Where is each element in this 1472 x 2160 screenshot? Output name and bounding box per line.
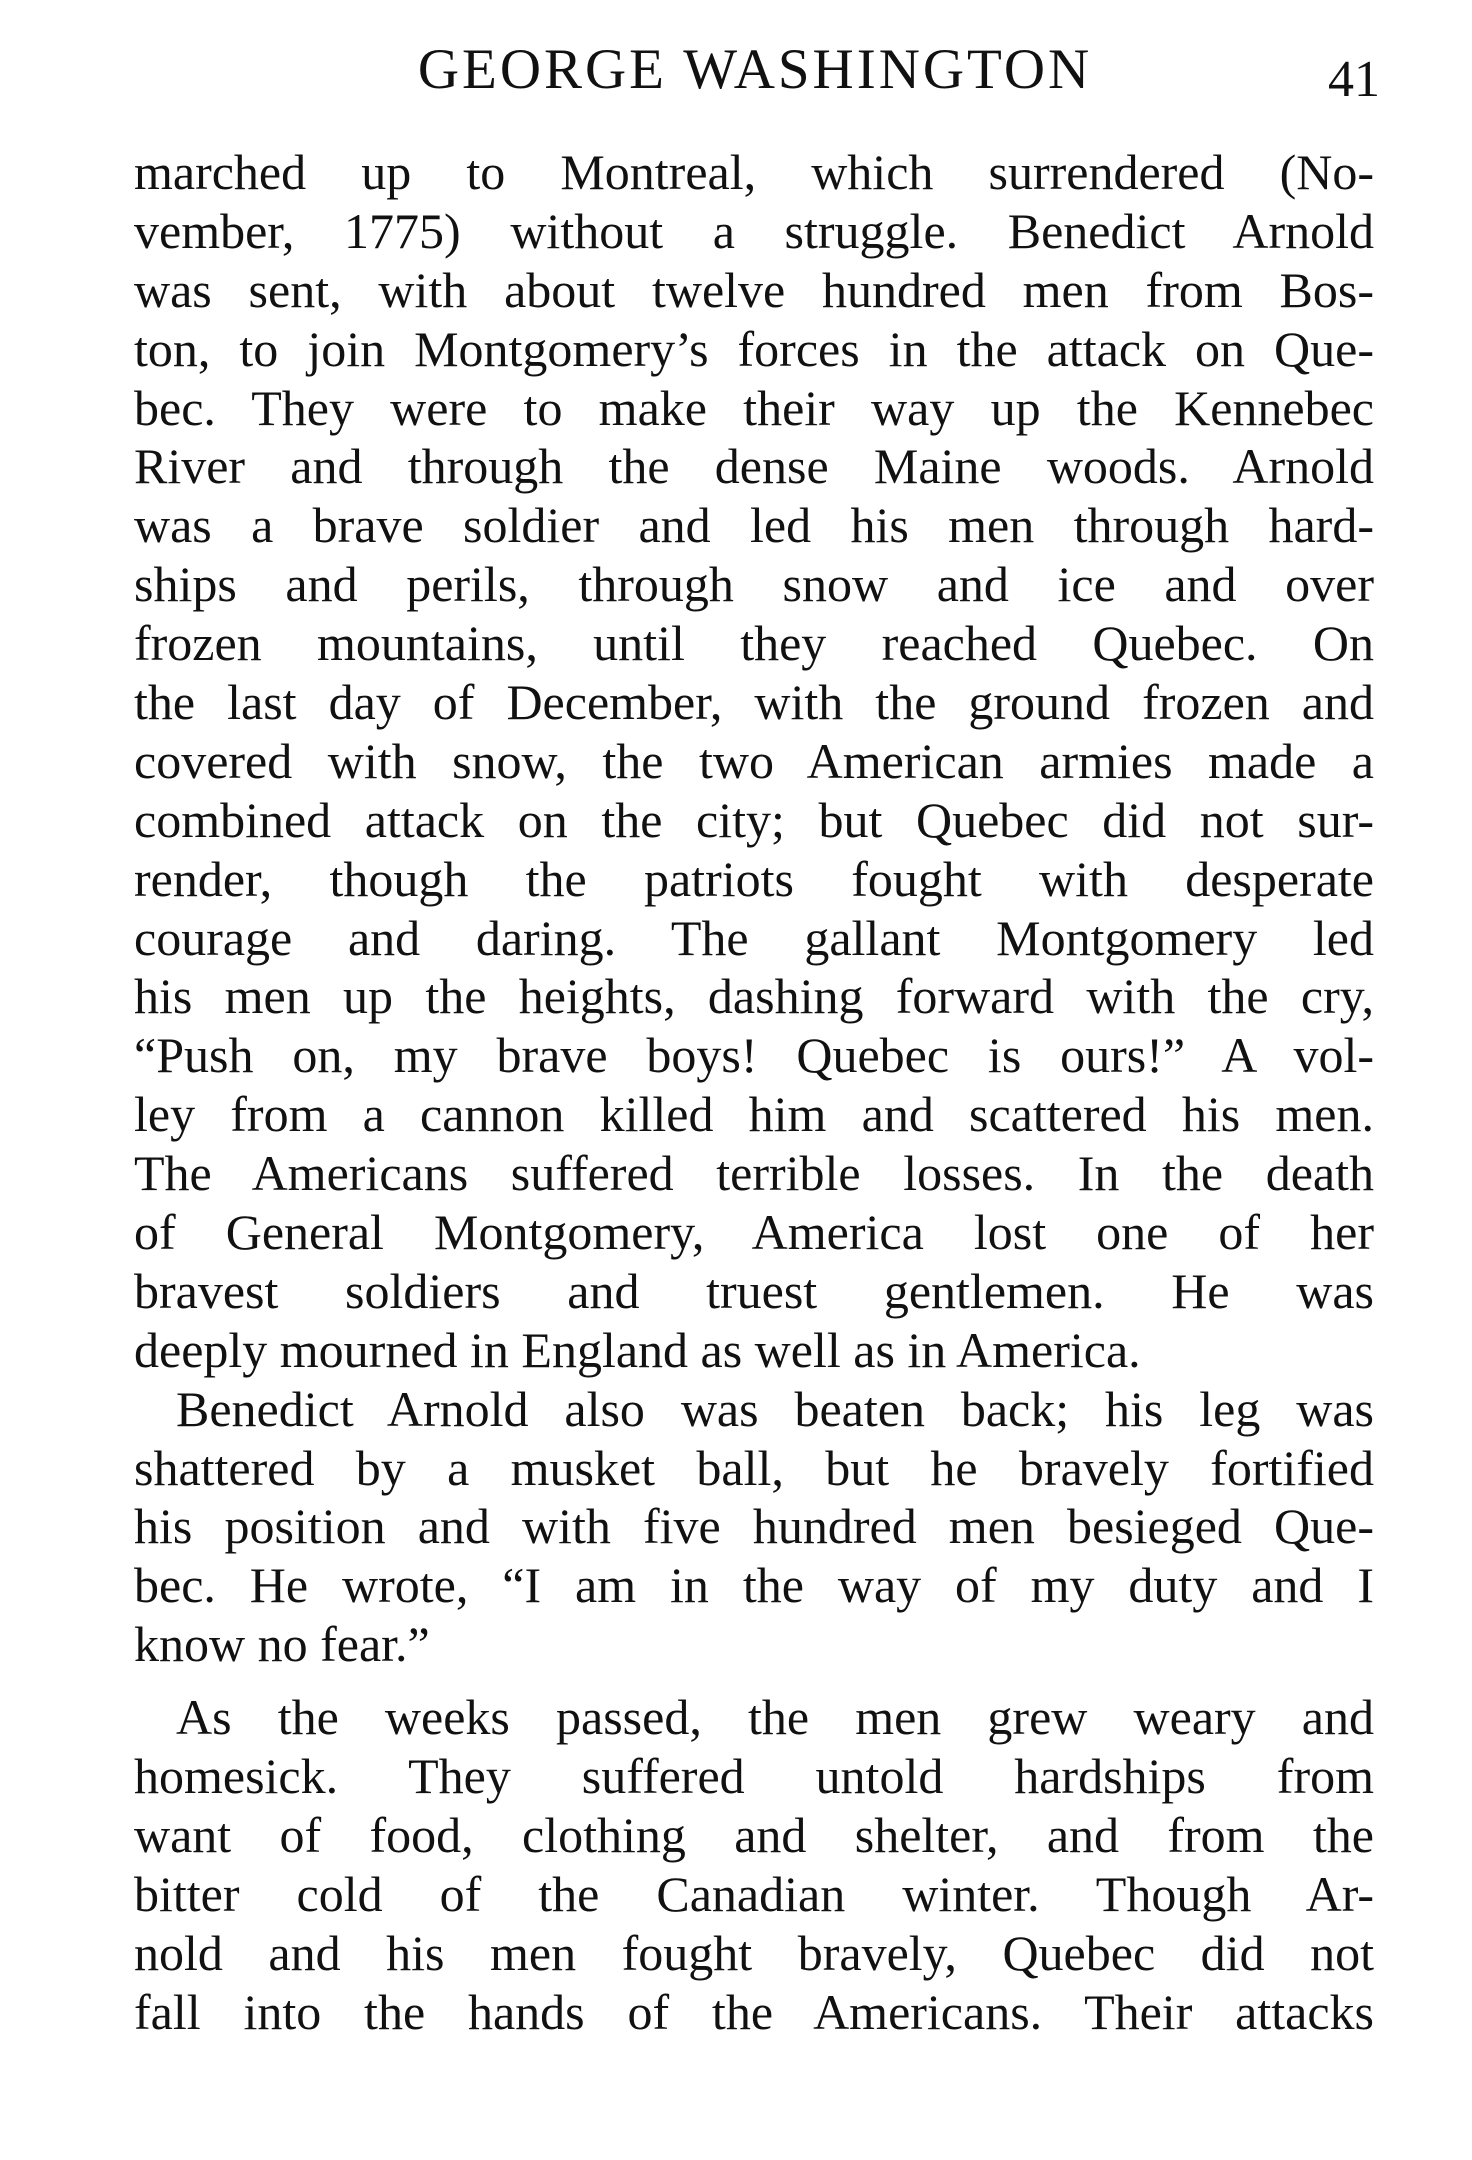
text-line: River and through the dense Maine woods. Arnold (134, 438, 1374, 495)
paragraph (134, 1380, 1374, 1674)
running-title: GEORGE WASHINGTON (417, 38, 1093, 101)
text-line: marched up to Montreal, which surrendered (No- (134, 144, 1374, 200)
text-line: want of food, clothing and shelter, and from the (134, 1806, 1374, 1863)
text-line: As the weeks passed, the men grew weary and (176, 1689, 1374, 1746)
text-line: nold and his men fought bravely, Quebec did not (134, 1924, 1374, 1981)
text-line: render, though the patriots fought with desperate (134, 850, 1374, 907)
text-line: ton, to join Montgomery’s forces in the attack on Que- (134, 320, 1374, 377)
text-line: the last day of December, with the ground frozen and (134, 674, 1374, 731)
page-number: 41 (1328, 51, 1380, 108)
text-line: frozen mountains, until they reached Quebec. On (134, 615, 1374, 672)
text-line: Benedict Arnold also was beaten back; his leg was (176, 1380, 1374, 1437)
text-line: vember, 1775) without a struggle. Benedict Arnold (134, 202, 1374, 259)
text-line: ships and perils, through snow and ice and over (134, 556, 1374, 613)
text-line: “Push on, my brave boys! Quebec is ours!” A vol- (134, 1027, 1374, 1084)
text-line: of General Montgomery, America lost one of her (134, 1204, 1374, 1261)
body-text (134, 143, 1374, 2042)
text-line: bec. He wrote, “I am in the way of my duty and I (134, 1557, 1374, 1614)
text-line: courage and daring. The gallant Montgomery led (134, 909, 1374, 966)
text-line: ley from a cannon killed him and scattered his men. (134, 1086, 1374, 1143)
paragraph-gap (134, 1674, 1374, 1688)
text-line: bravest soldiers and truest gentlemen. He was (134, 1262, 1374, 1319)
paragraph (134, 1688, 1374, 2041)
text-line: homesick. They suffered untold hardships from (134, 1748, 1374, 1805)
running-head (130, 30, 1380, 110)
text-line: his position and with five hundred men besieged Que- (134, 1498, 1374, 1555)
text-line: was a brave soldier and led his men through hard- (134, 497, 1374, 554)
text-line: his men up the heights, dashing forward with the cry, (134, 968, 1374, 1025)
text-line: bec. They were to make their way up the Kennebec (134, 379, 1374, 436)
paragraph (134, 143, 1374, 1380)
text-line: know no fear.” (134, 1616, 430, 1673)
text-line: was sent, with about twelve hundred men from Bos- (134, 261, 1374, 318)
text-line: bitter cold of the Canadian winter. Though Ar- (134, 1865, 1374, 1922)
text-line: covered with snow, the two American armies made a (134, 732, 1374, 789)
text-line: The Americans suffered terrible losses. In the death (134, 1145, 1374, 1202)
text-line: deeply mourned in England as well as in America. (134, 1321, 1141, 1378)
text-line: shattered by a musket ball, but he bravely fortified (134, 1439, 1374, 1496)
text-line: fall into the hands of the Americans. Their attacks (134, 1983, 1374, 2040)
text-line: combined attack on the city; but Quebec did not sur- (134, 791, 1374, 848)
